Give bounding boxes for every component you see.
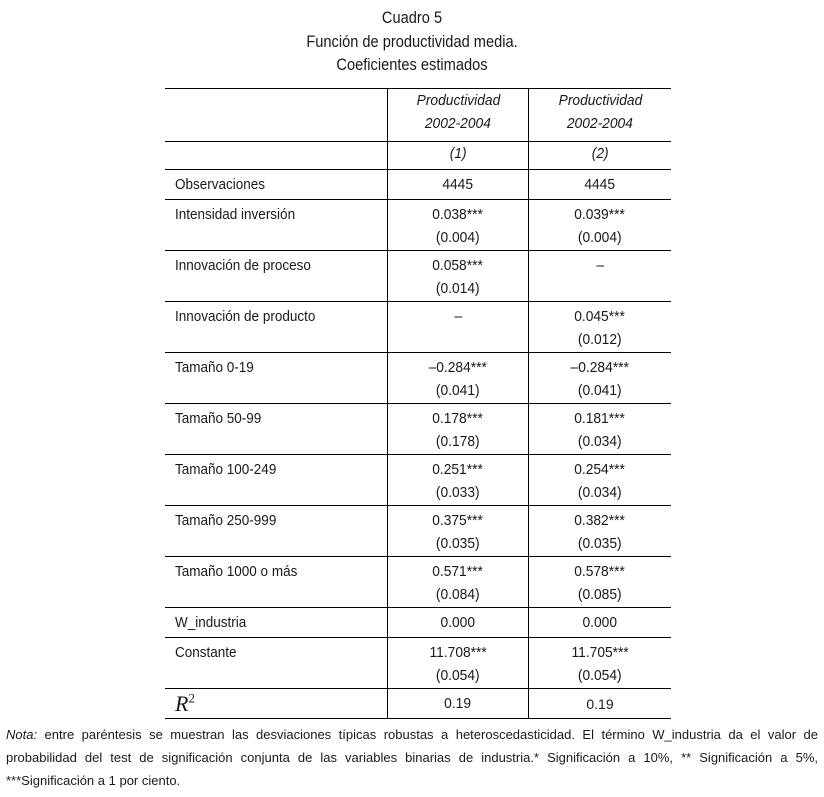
column-number-row [165,142,671,170]
note-text: entre paréntesis se muestran las desviaciones típicas robustas a heteroscedasticidad. El término W_industria da el valor de probabilidad del test de significación conjunta de las variables binarias de industria.* Significación a 10%, ** Significación a 5%, ***Significación a 1 por ciento. [6,727,818,788]
cell-col1 [388,251,529,302]
table-row [165,353,671,404]
cell-col1 [388,170,529,200]
coefficient: –0.284*** [428,359,488,376]
row-label [165,200,388,251]
standard-error: (0.034) [578,484,622,501]
r-squared-col1: 0.19 [388,689,529,719]
coefficient: 0.375*** [432,512,484,529]
row-label [165,557,388,608]
cell-col2 [529,506,672,557]
r-squared-col2: 0.19 [529,689,672,719]
row-label-text: Intensidad inversión [175,206,296,223]
cell-col2 [529,200,672,251]
standard-error: (0.085) [578,586,622,603]
cell-col2 [529,302,672,353]
coefficient: 11.708*** [429,644,487,661]
table-row [165,608,671,638]
coefficient: 0.000 [440,614,476,631]
cell-col2 [529,170,672,200]
row-label [165,638,388,689]
standard-error: (0.004) [578,229,622,246]
table-row [165,404,671,455]
coefficient: –0.284*** [570,359,630,376]
cell-col1 [388,638,529,689]
row-label-text: Innovación de producto [175,308,316,325]
coefficient: 11.705*** [571,644,629,661]
r-squared-label: $R^2$ [165,689,388,719]
cell-col2 [529,353,672,404]
cell-col2 [529,608,672,638]
standard-error: (0.041) [436,382,480,399]
coefficient: 0.178*** [432,410,484,427]
cell-col1 [388,557,529,608]
row-label-text: Tamaño 250-999 [175,512,277,529]
number-empty-cell [165,142,388,170]
title-line-1: Cuadro 5 [381,8,443,27]
column-2-heading: Productividad 2002-2004 [529,89,672,142]
coefficient: 0.578*** [574,563,626,580]
cell-col1 [388,404,529,455]
title-line-3: Coeficientes estimados [336,55,488,74]
row-label-text: W_industria [175,614,247,631]
column-1-number: (1) [388,142,529,170]
row-label [165,353,388,404]
coefficient: 4445 [442,176,474,193]
row-label-text: Constante [175,644,237,661]
row-label [165,506,388,557]
table-row [165,170,671,200]
coefficient: 0.038*** [432,206,484,223]
standard-error: (0.041) [578,382,622,399]
row-label-text: Tamaño 100-249 [175,461,277,478]
table-row [165,638,671,689]
standard-error: (0.004) [436,229,480,246]
row-label [165,302,388,353]
coefficient: 0.254*** [574,461,626,478]
column-2-number: (2) [529,142,672,170]
cell-col1 [388,506,529,557]
cell-col1 [388,608,529,638]
data-rows [165,170,671,689]
column-1-heading: Productividad 2002-2004 [388,89,529,142]
standard-error: (0.054) [578,667,622,684]
cell-col2 [529,251,672,302]
coefficient: 0.382*** [574,512,626,529]
row-label-text: Tamaño 1000 o más [175,563,298,580]
row-label [165,455,388,506]
header-empty-cell [165,89,388,142]
coefficient: 0.181*** [574,410,626,427]
coefficients-table [165,88,671,719]
table-row [165,506,671,557]
coefficient: 0.045*** [574,308,626,325]
cell-col1 [388,455,529,506]
standard-error: (0.084) [436,586,480,603]
title-line-2: Función de productividad media. [306,31,518,51]
row-label-text: Innovación de proceso [175,257,311,274]
standard-error: (0.033) [436,484,480,501]
coefficient: – [454,308,462,325]
row-label-text: Tamaño 50-99 [175,410,262,427]
coefficient: 0.039*** [574,206,626,223]
coefficient: 0.058*** [432,257,484,274]
coefficient: 0.251*** [432,461,484,478]
coefficient: 0.571*** [432,563,484,580]
row-label [165,251,388,302]
row-label-text: Observaciones [175,176,266,193]
table-title [0,6,824,77]
standard-error: (0.014) [436,280,480,297]
row-label [165,608,388,638]
header-row [165,89,671,142]
table-row [165,455,671,506]
table-row [165,557,671,608]
r-squared-row [165,689,671,719]
row-label-text: Tamaño 0-19 [175,359,254,376]
coefficient: – [596,257,604,274]
coefficient: 0.000 [582,614,618,631]
row-label [165,404,388,455]
table-row [165,251,671,302]
cell-col1 [388,200,529,251]
standard-error: (0.012) [578,331,622,348]
table-row [165,302,671,353]
cell-col2 [529,404,672,455]
cell-col2 [529,557,672,608]
row-label [165,170,388,200]
standard-error: (0.178) [436,433,480,450]
standard-error: (0.054) [436,667,480,684]
cell-col1 [388,353,529,404]
cell-col1 [388,302,529,353]
standard-error: (0.035) [578,535,622,552]
standard-error: (0.035) [436,535,480,552]
table-row [165,200,671,251]
note-lead: Nota: [6,727,38,742]
coefficient: 4445 [584,176,616,193]
cell-col2 [529,455,672,506]
standard-error: (0.034) [578,433,622,450]
table-note [6,723,818,792]
cell-col2 [529,638,672,689]
